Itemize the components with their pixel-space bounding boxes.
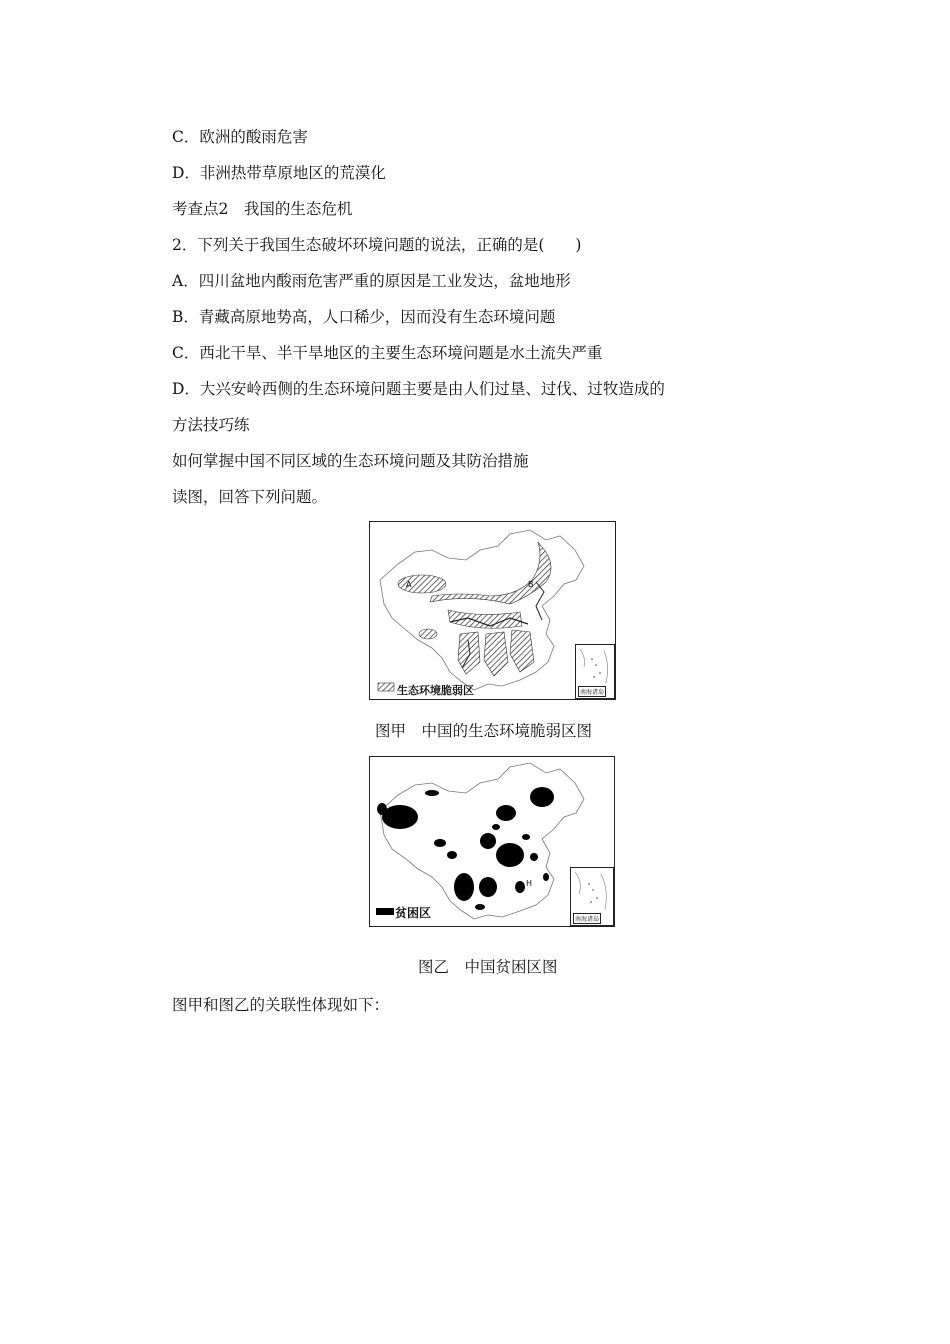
instruction-line: 读图，回答下列问题。 — [172, 488, 328, 506]
legend-swatch-fragile — [378, 683, 394, 691]
option-d-2: D．大兴安岭西侧的生态环境问题主要是由人们过垦、过伐、过牧造成的 — [172, 380, 665, 398]
poverty-zone — [496, 843, 524, 867]
inset-label: 南海诸岛 — [573, 913, 601, 924]
map-label-a: A — [406, 580, 412, 589]
poverty-zone — [530, 853, 538, 861]
poverty-zone — [454, 873, 474, 901]
poverty-zone — [479, 877, 497, 897]
legend-poverty: 贫困区 — [395, 906, 432, 920]
poverty-zone — [434, 839, 446, 847]
figure-a-caption: 图甲 中国的生态环境脆弱区图 — [375, 722, 593, 740]
topic-line: 如何掌握中国不同区域的生态环境问题及其防治措施 — [172, 452, 529, 470]
poverty-zone — [543, 873, 549, 881]
figure-b-map — [369, 756, 615, 927]
question-2: 2．下列关于我国生态破坏环境问题的说法，正确的是( ) — [172, 236, 582, 254]
poverty-zone — [377, 803, 387, 815]
poverty-zone — [475, 904, 485, 910]
poverty-zone — [522, 834, 530, 840]
inset-label: 南海诸岛 — [578, 686, 606, 697]
poverty-zone — [515, 881, 525, 893]
fragile-zone — [419, 629, 437, 639]
option-c-2: C．西北干旱、半干旱地区的主要生态环境问题是水土流失严重 — [172, 344, 603, 362]
south-sea-inset — [570, 867, 614, 926]
south-sea-inset — [575, 644, 615, 699]
map-label-b: B — [528, 580, 534, 589]
china-outline — [380, 530, 584, 690]
section-heading: 考查点2 我国的生态危机 — [172, 200, 353, 218]
figure-b-caption: 图乙 中国贫困区图 — [418, 958, 558, 976]
poverty-zone — [425, 790, 439, 796]
south-sea-islands — [571, 868, 613, 916]
poverty-zone — [382, 805, 418, 829]
option-b: B．青藏高原地势高，人口稀少，因而没有生态环境问题 — [172, 308, 556, 326]
option-a: A．四川盆地内酸雨危害严重的原因是工业发达，盆地地形 — [172, 272, 571, 290]
conclusion-line: 图甲和图乙的关联性体现如下： — [172, 996, 390, 1014]
south-sea-islands — [576, 645, 614, 689]
option-c-1: C．欧洲的酸雨危害 — [172, 128, 308, 146]
legend-fragile: 生态环境脆弱区 — [397, 684, 474, 697]
poverty-zone — [530, 787, 554, 807]
poverty-zone — [492, 824, 500, 830]
poverty-zone — [447, 851, 457, 859]
method-heading: 方法技巧练 — [172, 416, 250, 434]
option-d-1: D．非洲热带草原地区的荒漠化 — [172, 164, 386, 182]
figure-a-map — [369, 521, 616, 700]
map-label-h: H — [526, 879, 533, 888]
poverty-zone — [496, 805, 516, 821]
legend-swatch-poverty — [376, 908, 394, 915]
poverty-zone — [480, 833, 496, 849]
